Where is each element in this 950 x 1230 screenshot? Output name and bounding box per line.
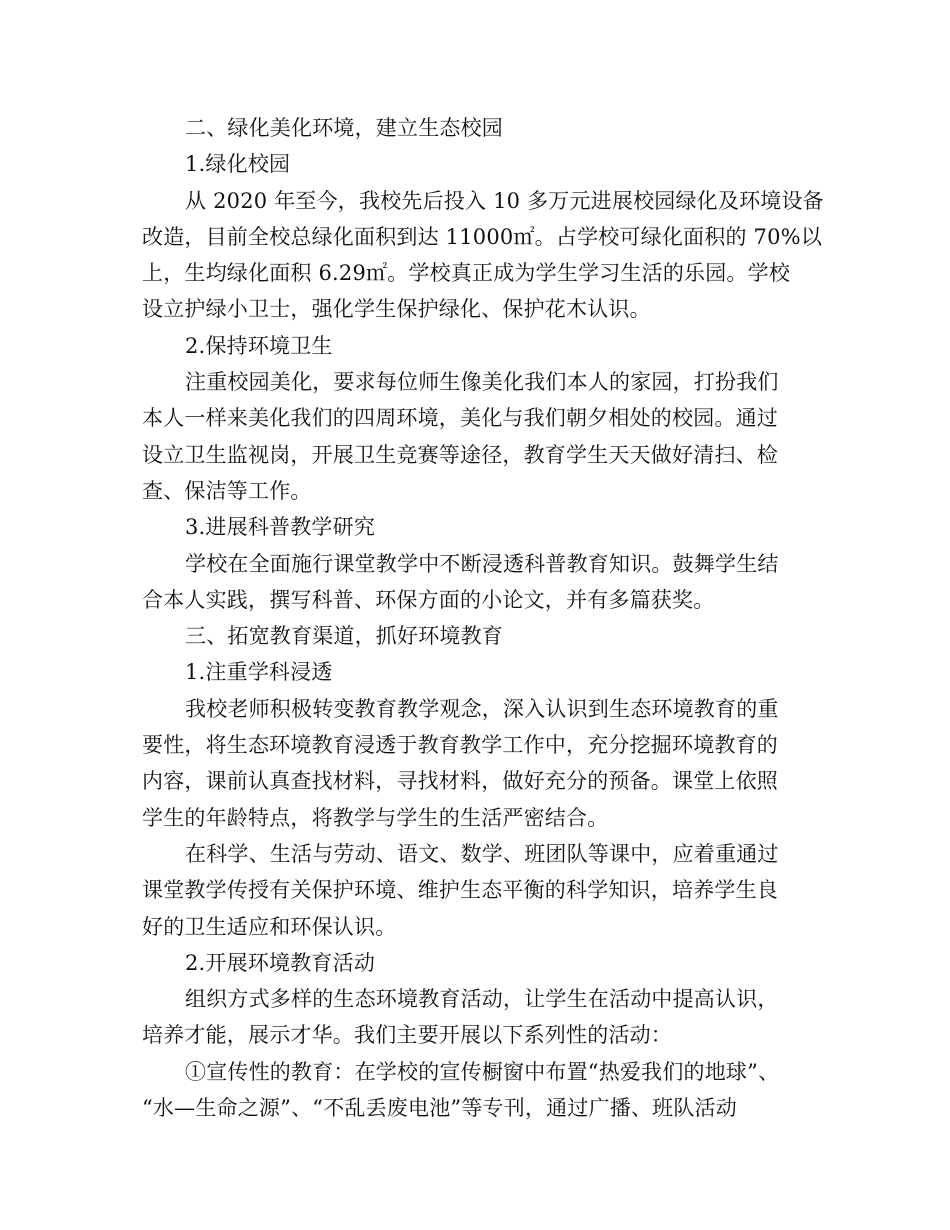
document-body bbox=[142, 110, 824, 1126]
paragraph-line: “水—生命之源”、“不乱丢废电池”等专刊，通过广播、班队活动 bbox=[142, 1096, 737, 1121]
paragraph-line: 学校在全面施行课堂教学中不断浸透科普教育知识。鼓舞学生结 bbox=[185, 551, 779, 576]
paragraph-line: 本人一样来美化我们的四周环境，美化与我们朝夕相处的校园。通过 bbox=[142, 406, 778, 431]
paragraph-line: 注重校园美化，要求每位师生像美化我们本人的家园，打扮我们 bbox=[185, 370, 779, 395]
paragraph-line: 我校老师积极转变教育教学观念，深入认识到生态环境教育的重 bbox=[185, 696, 779, 721]
paragraph-line: ①宣传性的教育：在学校的宣传橱窗中布置“热爱我们的地球”、 bbox=[185, 1059, 780, 1084]
paragraph-line: 设立护绿小卫士，强化学生保护绿化、保护花木认识。 bbox=[142, 297, 651, 322]
subsection-heading: 1.绿化校园 bbox=[185, 152, 291, 177]
paragraph-line: 课堂教学传授有关保护环境、维护生态平衡的科学知识，培养学生良 bbox=[142, 878, 778, 903]
paragraph-line: 合本人实践，撰写科普、环保方面的小论文，并有多篇获奖。 bbox=[142, 587, 715, 612]
paragraph-line: 学生的年龄特点，将教学与学生的生活严密结合。 bbox=[142, 805, 609, 830]
paragraph-line: 培养才能，展示才华。我们主要开展以下系列性的活动： bbox=[142, 1023, 672, 1048]
paragraph-line: 在科学、生活与劳动、语文、数学、班团队等课中，应着重通过 bbox=[185, 841, 779, 866]
paragraph-line: 内容，课前认真查找材料，寻找材料，做好充分的预备。课堂上依照 bbox=[142, 769, 778, 794]
subsection-heading: 2.保持环境卫生 bbox=[185, 333, 333, 358]
section-heading: 三、拓宽教育渠道，抓好环境教育 bbox=[185, 624, 503, 649]
subsection-heading: 1.注重学科浸透 bbox=[185, 660, 333, 685]
section-heading: 二、绿化美化环境，建立生态校园 bbox=[185, 116, 503, 140]
paragraph-line: 查、保洁等工作。 bbox=[142, 478, 312, 503]
paragraph-line: 好的卫生适应和环保认识。 bbox=[142, 914, 397, 939]
subsection-heading: 3.进展科普教学研究 bbox=[185, 515, 376, 540]
paragraph-line: 改造，目前全校总绿化面积到达 11000㎡。占学校可绿化面积的 70%以 bbox=[142, 224, 823, 249]
paragraph-line: 要性，将生态环境教育浸透于教育教学工作中，充分挖掘环境教育的 bbox=[142, 733, 778, 758]
paragraph-line: 组织方式多样的生态环境教育活动，让学生在活动中提高认识， bbox=[185, 987, 779, 1012]
paragraph-line: 从 2020 年至今，我校先后投入 10 多万元进展校园绿化及环境设备 bbox=[185, 188, 824, 213]
paragraph-line: 上，生均绿化面积 6.29㎡。学校真正成为学生学习生活的乐园。学校 bbox=[142, 261, 791, 286]
subsection-heading: 2.开展环境教育活动 bbox=[185, 950, 376, 975]
paragraph-line: 设立卫生监视岗，开展卫生竞赛等途径，教育学生天天做好清扫、检 bbox=[142, 442, 778, 467]
